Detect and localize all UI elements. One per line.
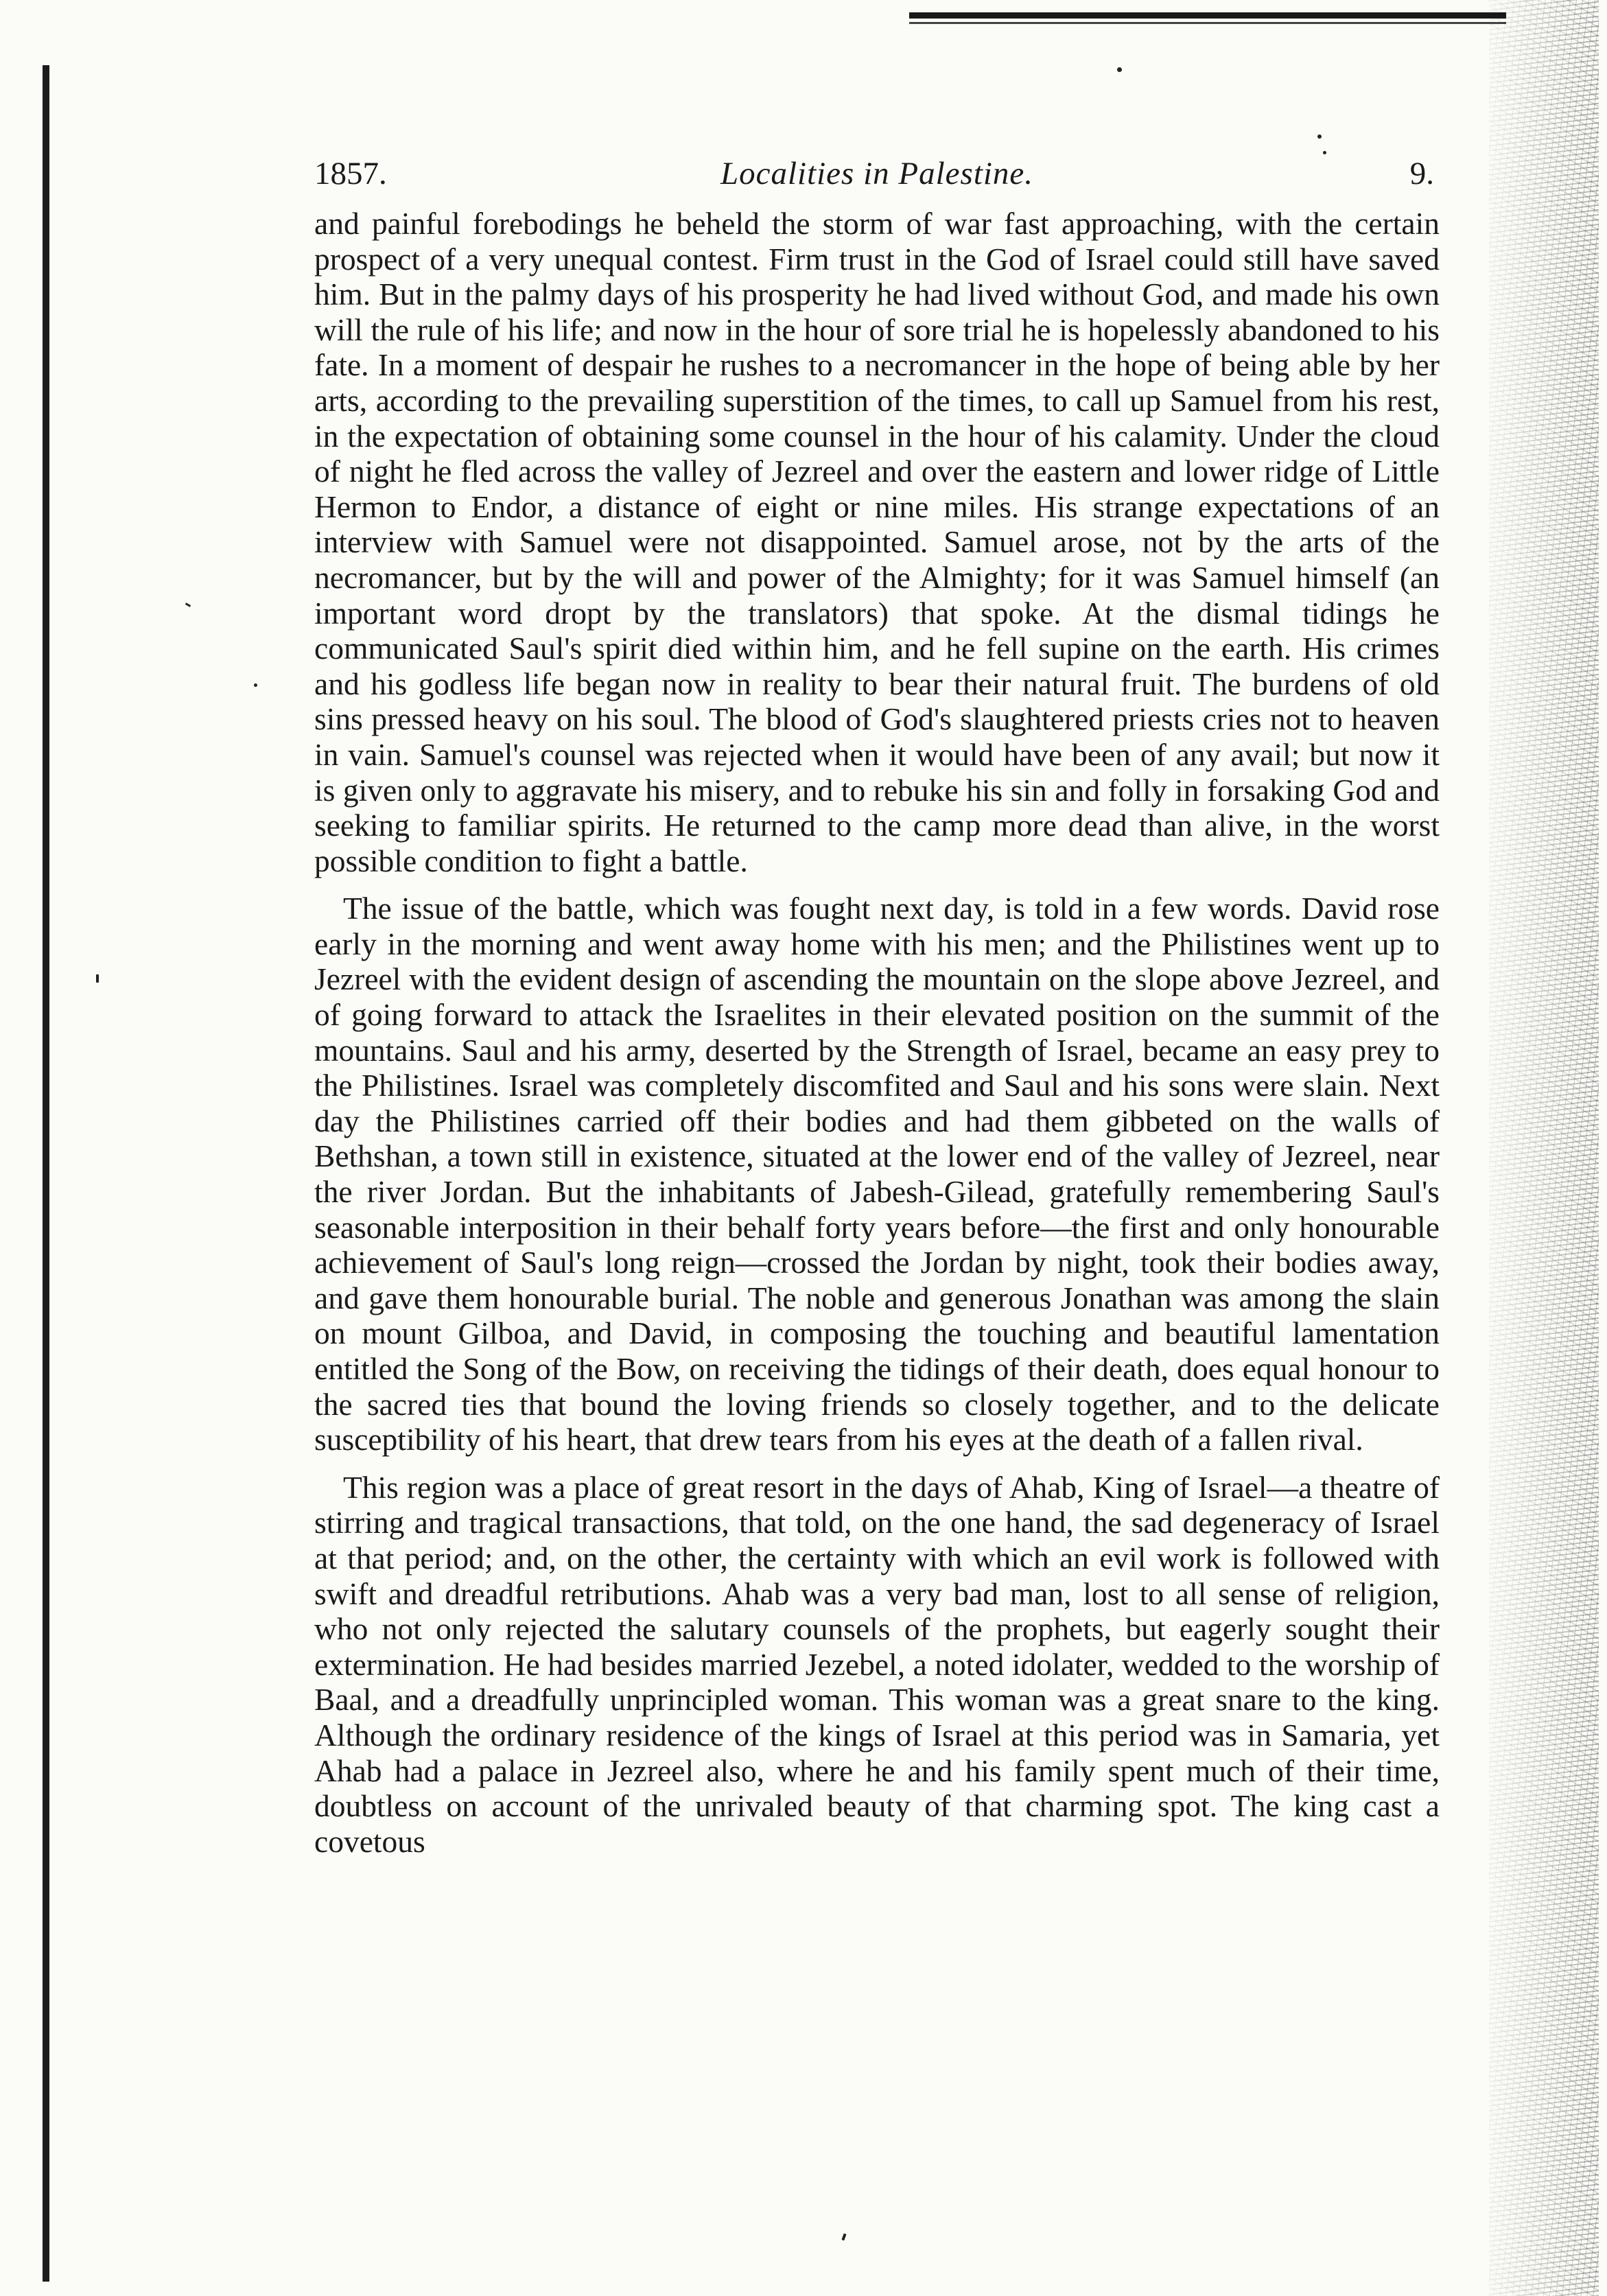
body-text	[314, 206, 1440, 1859]
page-number: 9.	[1409, 156, 1434, 191]
scan-speck	[96, 974, 99, 983]
page-edge-noise	[1489, 0, 1599, 2296]
scan-speck	[254, 683, 257, 687]
paragraph: The issue of the battle, which was fought next day, is told in a few words. David rose early in the morning and went away home with his men; and the Philistines went up to Jezreel with the evident design of ascending the mountain on the slope above Jezreel, and of going forward to attack the Israelites in their elevated position on the summit of the mountains. Saul and his army, deserted by the Strength of Israel, became an easy prey to the Philistines. Israel was completely discomfited and Saul and his sons were slain. Next day the Philistines carried off their bodies and had them gibbeted on the walls of Bethshan, a town still in existence, situated at the lower end of the valley of Jezreel, near the river Jordan. But the inhabitants of Jabesh-Gilead, gratefully remembering Saul's seasonable interposition in their behalf forty years before—the first and only honourable achievement of Saul's long reign—crossed the Jordan by night, took their bodies away, and gave them honourable burial. The noble and generous Jonathan was among the slain on mount Gilboa, and David, in composing the touching and beautiful lamentation entitled the Song of the Bow, on receiving the tidings of their death, does equal honour to the sacred ties that bound the loving friends so closely together, and to the delicate susceptibility of his heart, that drew tears from his eyes at the death of a fallen rival.	[314, 891, 1440, 1457]
scan-speck	[1117, 67, 1122, 72]
top-border-rule	[909, 12, 1506, 19]
top-border-rule-thin	[909, 22, 1506, 24]
scan-speck	[841, 2234, 846, 2241]
running-head	[314, 150, 1440, 198]
paragraph: and painful forebodings he beheld the storm of war fast approaching, with the certain prospect of a very unequal contest. Firm trust in the God of Israel could still have saved him. But in the palmy days of his prosperity he had lived without God, and made his own will the rule of his life; and now in the hour of sore trial he is hopelessly abandoned to his fate. In a moment of despair he rushes to a necromancer in the hope of being able by her arts, according to the prevailing superstition of the times, to call up Samuel from his rest, in the expectation of obtaining some counsel in the hour of his calamity. Under the cloud of night he fled across the valley of Jezreel and over the eastern and lower ridge of Little Hermon to Endor, a distance of eight or nine miles. His strange expectations of an interview with Samuel were not disappointed. Samuel arose, not by the arts of the necromancer, but by the will and power of the Almighty; for it was Samuel himself (an important word dropt by the translators) that spoke. At the dismal tidings he communicated Saul's spirit died within him, and he fell supine on the earth. His crimes and his godless life began now in reality to bear their natural fruit. The burdens of old sins pressed heavy on his soul. The blood of God's slaughtered priests cries not to heaven in vain. Samuel's counsel was rejected when it would have been of any avail; but now it is given only to aggravate his misery, and to rebuke his sin and folly in forsaking God and seeking to familiar spirits. He returned to the camp more dead than alive, in the worst possible condition to fight a battle.	[314, 206, 1440, 878]
paragraph: This region was a place of great resort in the days of Ahab, King of Israel—a theatre of stirring and tragical transactions, that told, on the one hand, the sad degeneracy of Israel at that period; and, on the other, the certainty with which an evil work is followed with swift and dreadful retributions. Ahab was a very bad man, lost to all sense of religion, who not only rejected the salutary counsels of the prophets, but eagerly sought their extermination. He had besides married Jezebel, a noted idolater, wedded to the worship of Baal, and a dreadfully unprincipled woman. This woman was a great snare to the king. Although the ordinary residence of the kings of Israel at this period was in Samaria, yet Ahab had a palace in Jezreel also, where he and his family spent much of their time, doubtless on account of the unrivaled beauty of that charming spot. The king cast a covetous	[314, 1469, 1440, 1859]
scan-speck	[1317, 134, 1322, 139]
running-head-year: 1857.	[314, 156, 387, 191]
running-head-title: Localities in Palestine.	[720, 156, 1034, 191]
binding-shadow	[43, 65, 49, 2282]
scan-speck	[185, 602, 191, 607]
